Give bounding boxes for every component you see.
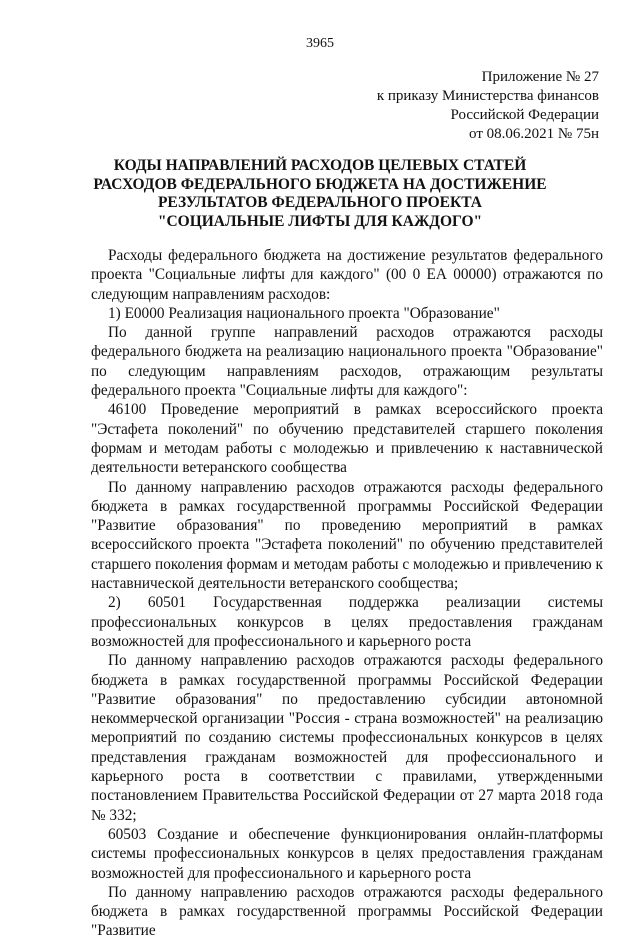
appendix-line: Приложение № 27: [481, 69, 599, 85]
paragraph: 2) 60501 Государственная поддержка реализации системы профессиональных конкурсов в целях предоставления гражданам возможностей для профессионального и карьерного роста: [91, 594, 603, 650]
title-line: РАСХОДОВ ФЕДЕРАЛЬНОГО БЮДЖЕТА НА ДОСТИЖЕНИЕ: [93, 175, 547, 193]
paragraph: По данному направлению расходов отражаются расходы федерального бюджета в рамках государственной программы Российской Федерации "Развитие образования" по проведению мероприятий в рамках всероссийского проекта "Эстафета поколений" по обучению представителей старшего поколения формам и методам работы с молодежью и привлечению к наставнической деятельности ветеранского сообщества;: [91, 478, 603, 593]
title-line: РЕЗУЛЬТАТОВ ФЕДЕРАЛЬНОГО ПРОЕКТА: [157, 194, 483, 211]
title-line: "СОЦИАЛЬНЫЕ ЛИФТЫ ДЛЯ КАЖДОГО": [157, 212, 483, 230]
paragraph: 60503 Создание и обеспечение функционирования онлайн-платформы системы профессиональных конкурсов в целях предоставления гражданам возможностей для профессионального и карьерного роста: [91, 825, 603, 882]
page-number: 3965: [306, 36, 334, 51]
paragraph: По данной группе направлений расходов отражаются расходы федерального бюджета на реализацию национального проекта "Образование" по следующим направлениям расходов, отражающим результаты федерального проекта "Социальные лифты для каждого":: [91, 324, 603, 400]
appendix-line: от 08.06.2021 № 75н: [469, 126, 599, 142]
appendix-line: Российской Федерации: [450, 107, 599, 123]
paragraph: Расходы федерального бюджета на достижение результатов федерального проекта "Социальные лифты для каждого" (00 0 ЕА 00000) отражаются по следующим направлениям расходов:: [91, 247, 603, 303]
paragraph: По данному направлению расходов отражаются расходы федерального бюджета в рамках государственной программы Российской Федерации "Развитие образования" по предоставлению субсидии автономной некоммерческой организации "Россия - страна возможностей" на реализацию мероприятий по созданию системы профессиональных конкурсов в целях представления гражданам возможностей для профессионального и карьерного роста в соответствии с правилами, утвержденными постановлением Правительства Российской Федерации от 27 марта 2018 года № 332;: [91, 652, 603, 824]
paragraph: 1) Е0000 Реализация национального проекта "Образование": [108, 304, 500, 322]
appendix-header: [299, 68, 599, 144]
paragraph: По данному направлению расходов отражаются расходы федерального бюджета в рамках государственной программы Российской Федерации "Развитие: [91, 883, 603, 940]
paragraph: 46100 Проведение мероприятий в рамках всероссийского проекта "Эстафета поколений" по обучению представителей старшего поколения формам и методам работы с молодежью и привлечению к наставнической деятельности ветеранского сообщества: [91, 401, 603, 477]
document-body: [91, 246, 603, 941]
title-line: КОДЫ НАПРАВЛЕНИЙ РАСХОДОВ ЦЕЛЕВЫХ СТАТЕЙ: [113, 157, 527, 174]
appendix-line: к приказу Министерства финансов: [376, 88, 599, 104]
document-title: [30, 157, 610, 231]
